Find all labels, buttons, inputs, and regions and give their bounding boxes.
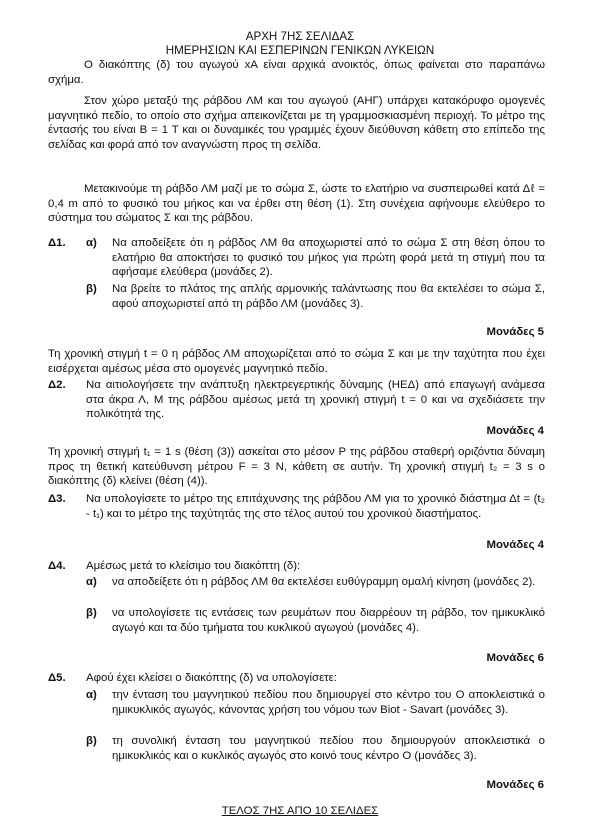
question-d1-b-label: β) xyxy=(86,283,97,295)
question-d1-a-label: α) xyxy=(86,237,97,249)
question-d2-text: Να αιτιολογήσετε την ανάπτυξη ηλεκτρεγερτικής δύναμης (ΗΕΔ) από επαγωγή ανάμεσα στα άκρα Λ, Μ της ράβδου αμέσως μετά τη χρονική στιγμή t = 0 και να σχεδιάσετε την πολικότητά της. xyxy=(86,379,545,421)
question-d4-marks: Μονάδες 6 xyxy=(486,652,544,664)
question-d3-marks: Μονάδες 4 xyxy=(486,539,544,551)
question-d3-number: Δ3. xyxy=(48,493,66,505)
question-d4-text: Αμέσως μετά το κλείσιμο του διακόπτη (δ): xyxy=(86,560,301,572)
question-d2-marks: Μονάδες 4 xyxy=(486,425,544,437)
question-d4-number: Δ4. xyxy=(48,560,66,572)
question-d1-marks: Μονάδες 5 xyxy=(486,326,544,338)
intro-paragraph-2: Στον χώρο μεταξύ της ράβδου ΛΜ και του αγωγού (ΑΗΓ) υπάρχει κατακόρυφο ομογενές μαγνητικό πεδίο, το οποίο στο σχήμα απεικονίζεται με τη γραμμοσκιασμένη περιοχή. Το μέτρο της έντασής του είναι Β = 1 Τ και οι δυναμικές του γραμμές έχουν διεύθυνση κάθετη στο επίπεδο της σελίδας και φορά από τον αναγνώστη προς τη σελίδα. xyxy=(48,95,545,151)
page-header-start: ΑΡΧΗ 7ΗΣ ΣΕΛΙΔΑΣ xyxy=(245,30,355,43)
question-d1-a-text: Να αποδείξετε ότι η ράβδος ΛΜ θα αποχωριστεί από το σώμα Σ στη θέση όπου το ελατήριο θα αποκτήσει το φυσικό του μήκος για πρώτη φορά μετά τη στιγμή που τα αφήσαμε ελεύθερα (μονάδες 2). xyxy=(112,237,545,279)
page-header-school: ΗΜΕΡΗΣΙΩΝ ΚΑΙ ΕΣΠΕΡΙΝΩΝ ΓΕΝΙΚΩΝ ΛΥΚΕΙΩΝ xyxy=(165,44,435,57)
intro-paragraph-1: Ο διακόπτης (δ) του αγωγού xA είναι αρχικά ανοικτός, όπως φαίνεται στο παραπάνω σχήμα. xyxy=(48,59,545,86)
question-d4-b-label: β) xyxy=(86,607,97,619)
question-d5-text: Αφού έχει κλείσει ο διακόπτης (δ) να υπολογίσετε: xyxy=(86,672,337,684)
intro-paragraph-3: Μετακινούμε τη ράβδο ΛΜ μαζί με το σώμα Σ, ώστε το ελατήριο να συσπειρωθεί κατά Δℓ = 0,4 m από το φυσικό του μήκος και να έρθει στη θέση (1). Στη συνέχεια αφήνουμε ελεύθερο το σύστημα του σώματος Σ και της ράβδου. xyxy=(48,183,545,225)
question-d5-b-label: β) xyxy=(86,735,97,747)
question-d4-a-label: α) xyxy=(86,576,97,588)
statement-t0: Τη χρονική στιγμή t = 0 η ράβδος ΛΜ αποχωρίζεται από το σώμα Σ και με την ταχύτητα που έχει εισέρχεται αμέσως μέσα στο ομογενές μαγνητικό πεδίο. xyxy=(48,348,545,375)
question-d1-b-text: Να βρείτε το πλάτος της απλής αρμονικής ταλάντωσης που θα εκτελέσει το σώμα Σ, αφού αποχωριστεί από τη ράβδο ΛΜ (μονάδες 3). xyxy=(112,283,545,310)
question-d4-b-text: να υπολογίσετε τις εντάσεις των ρευμάτων που διαρρέουν τη ράβδο, τον ημικυκλικό αγωγό και τα δύο τμήματα του κυκλικού αγωγού (μονάδες 4). xyxy=(112,607,545,634)
question-d5-number: Δ5. xyxy=(48,672,66,684)
statement-t1-t2: Τη χρονική στιγμή t₁ = 1 s (θέση (3)) ασκείται στο μέσον Ρ της ράβδου σταθερή οριζόντια δύναμη προς τη θετική κατεύθυνση μέτρου F = 3 N, κάθετη σε αυτήν. Τη χρονική στιγμή t₂ = 3 s ο διακόπτης (δ) κλείνει (θέση (4)). xyxy=(48,446,545,488)
question-d5-marks: Μονάδες 6 xyxy=(486,779,544,791)
question-d5-a-text: την ένταση του μαγνητικού πεδίου που δημιουργεί στο κέντρο του Ο αποκλειστικά ο ημικυκλικός αγωγός, κάνοντας χρήση του νόμου των Biot - Savart (μονάδες 3). xyxy=(112,689,545,716)
question-d5-b-text: τη συνολική ένταση του μαγνητικού πεδίου που δημιουργούν αποκλειστικά ο ημικυκλικός και ο κυκλικός αγωγός στο κοινό τους κέντρο Ο (μονάδες 3). xyxy=(112,735,545,762)
question-d2-number: Δ2. xyxy=(48,379,66,391)
question-d3-text: Να υπολογίσετε το μέτρο της επιτάχυνσης της ράβδου ΛΜ για το χρονικό διάστημα Δt = (t₂ - t₁) και το μέτρο της ταχύτητάς της στο τέλος αυτού του χρονικού διαστήματος. xyxy=(86,493,545,520)
question-d5-a-label: α) xyxy=(86,689,97,701)
page-footer: ΤΕΛΟΣ 7ΗΣ ΑΠΟ 10 ΣΕΛΙΔΕΣ xyxy=(221,805,379,817)
question-d4-a-text: να αποδείξετε ότι η ράβδος ΛΜ θα εκτελέσει ευθύγραμμη ομαλή κίνηση (μονάδες 2). xyxy=(112,576,536,588)
question-d1-number: Δ1. xyxy=(48,237,66,249)
